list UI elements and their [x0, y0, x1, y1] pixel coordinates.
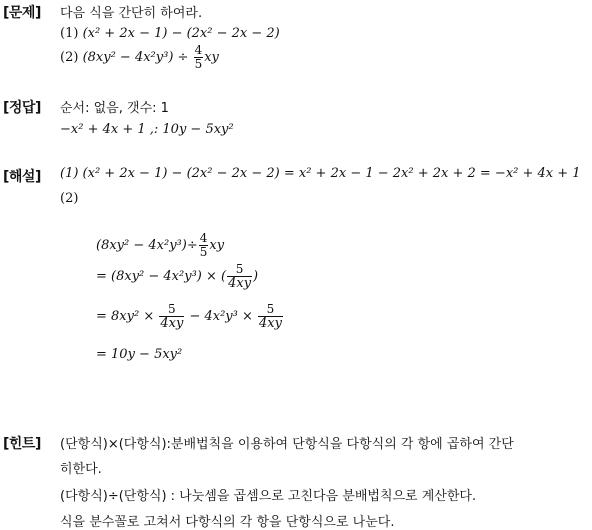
step-3-expression-a: = 8xy² ×: [96, 309, 155, 324]
step-3-fraction-2: [258, 303, 283, 330]
solution-label: [해설]: [3, 169, 41, 185]
step-2-expression: = (8xy² − 4x²y³) × (: [96, 269, 227, 284]
problem-item-2-expression-tail: xy: [204, 50, 219, 65]
fraction-numerator: 4: [194, 43, 203, 57]
problem-item-2-fraction: [194, 44, 204, 71]
problem-item-2-expression: (8xy² − 4x²y³) ÷: [82, 50, 189, 65]
solution-step-1: [96, 232, 224, 259]
step-2-fraction: [227, 263, 252, 290]
answer-value: −x² + 4x + 1 ,: 10y − 5xy²: [60, 122, 234, 137]
fraction-denominator: 5: [199, 245, 208, 259]
step-1-fraction: [199, 232, 209, 259]
solution-step-3: [96, 303, 284, 330]
problem-label: [문제]: [3, 5, 41, 21]
answer-meta: 순서: 없음, 갯수: 1: [60, 101, 169, 116]
step-3-fraction-1: [159, 303, 184, 330]
step-3-expression-b: − 4x²y³ ×: [189, 309, 253, 324]
problem-instruction: 다음 식을 간단히 하여라.: [60, 6, 203, 21]
step-1-expression-tail: xy: [209, 238, 225, 253]
fraction-numerator: 4: [199, 231, 208, 245]
problem-item-1-number: (1): [60, 26, 79, 41]
fraction-denominator: 4xy: [259, 316, 282, 331]
fraction-denominator: 5: [194, 57, 203, 71]
hint-line-1: (단항식)×(다항식):분배법칙을 이용하여 단항식을 다항식의 각 항에 곱하여 간단: [60, 437, 514, 452]
solution-line-2-number: (2): [60, 191, 79, 206]
fraction-numerator: 5: [227, 263, 252, 277]
solution-step-4: = 10y − 5xy²: [96, 347, 183, 362]
step-2-expression-tail: ): [253, 269, 259, 284]
fraction-numerator: 5: [159, 303, 184, 317]
solution-line-1: (1) (x² + 2x − 1) − (2x² − 2x − 2) = x² + 2x − 1 − 2x² + 2x + 2 = −x² + 4x + 1: [60, 166, 581, 181]
fraction-numerator: 5: [258, 303, 283, 317]
answer-label: [정답]: [3, 100, 41, 116]
solution-step-2: [96, 263, 258, 290]
problem-item-1-expression: (x² + 2x − 1) − (2x² − 2x − 2): [82, 26, 280, 41]
problem-item-2-number: (2): [60, 50, 79, 65]
hint-line-3: (다항식)÷(단항식) : 나눗셈을 곱셈으로 고친다음 분배법칙으로 계산한다.: [60, 489, 477, 504]
problem-item-2: [60, 44, 219, 71]
step-1-expression: (8xy² − 4x²y³)÷: [96, 238, 198, 253]
fraction-denominator: 4xy: [228, 276, 252, 291]
hint-line-2: 히한다.: [60, 462, 102, 477]
fraction-denominator: 4xy: [160, 316, 184, 331]
hint-label: [힌트]: [3, 436, 41, 452]
hint-line-4: 식을 분수꼴로 고쳐서 다항식의 각 항을 단항식으로 나눈다.: [60, 515, 395, 530]
problem-item-1: [60, 26, 280, 41]
